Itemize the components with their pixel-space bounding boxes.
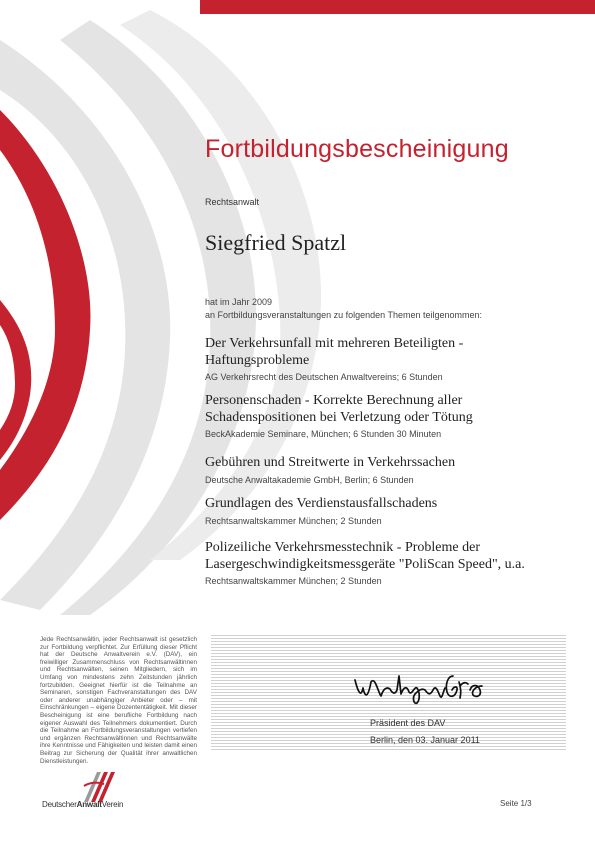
topic-title: Gebühren und Streitwerte in Verkehrssachen (205, 455, 456, 470)
topic-provider: Rechtsanwaltskammer München; 2 Stunden (205, 576, 382, 586)
signatory-role: Präsident des DAV (370, 718, 446, 728)
legal-footnote: Jede Rechtsanwältin, jeder Rechtsanwalt ist gesetzlich zur Fortbildung verpflichtet. Zur Erfüllung dieser Pflicht hat der Deutsche Anwaltverein e.V. (DAV), ein freiwilliger Zusammenschluss von Rechtsanwältinnen und Rechtsanwälten, seinen Mitgliedern, sich im Umfang von mindestens zehn Zeitstunden jährlich fortzubilden. Geeignet hierfür ist die Teilnahme an Seminaren, sonstigen Fachveranstaltungen des DAV oder anderer unabhängiger Anbieter oder – mit Einschränkungen – eigene Dozententätigkeit. Mit dieser Bescheinigung ist eine berufliche Fortbildung nach eigener Auswahl des Teilnehmers dokumentiert. Durch die Teilnahme an Fortbildungsveranstaltungen vertiefen und ergänzen Rechtsanwältinnen und Rechtsanwälte ihre Kenntnisse und Fähigkeiten und leisten damit einen Beitrag zur Sicherung der Qualität ihrer anwaltlichen Dienstleistungen. (40, 636, 197, 765)
topic-title: Grundlagen des Verdienstausfallschadens (205, 496, 438, 511)
topic-item (205, 540, 525, 587)
topic-title: Polizeiliche Verkehrsmesstechnik - Probleme der Lasergeschwindigkeitsmessgeräte "PoliScan Speed", u.a. (205, 540, 525, 572)
intro-line-participation: an Fortbildungsveranstaltungen zu folgenden Themen teilgenommen: (205, 310, 483, 320)
handwritten-signature (350, 668, 500, 706)
topic-provider: BeckAkademie Seminare, München; 6 Stunden 30 Minuten (205, 429, 442, 439)
topic-item (205, 496, 437, 527)
dav-logo-text: DeutscherAnwaltVerein (42, 800, 124, 809)
topic-provider: Rechtsanwaltskammer München; 2 Stunden (205, 515, 382, 526)
signature-place-date: Berlin, den 03. Januar 2011 (370, 735, 480, 745)
participant-name: Siegfried Spatzl (205, 230, 347, 255)
intro-text (205, 296, 482, 322)
topic-provider: AG Verkehrsrecht des Deutschen Anwaltvereins; 6 Stunden (205, 372, 443, 382)
intro-line-year: hat im Jahr 2009 (205, 297, 273, 307)
topic-title: Personenschaden - Korrekte Berechnung aller Schadenspositionen bei Verletzung oder Tötung (205, 393, 473, 425)
topic-item (205, 336, 463, 383)
topic-item (205, 455, 455, 486)
topic-title: Der Verkehrsunfall mit mehreren Beteiligten - Haftungsprobleme (205, 336, 464, 368)
topic-provider: Deutsche Anwaltakademie GmbH, Berlin; 6 Stunden (205, 474, 414, 485)
profession-label: Rechtsanwalt (205, 197, 260, 207)
page-number: Seite 1/3 (500, 799, 532, 808)
topic-item (205, 393, 473, 440)
certificate-title: Fortbildungsbescheinigung (205, 135, 509, 163)
